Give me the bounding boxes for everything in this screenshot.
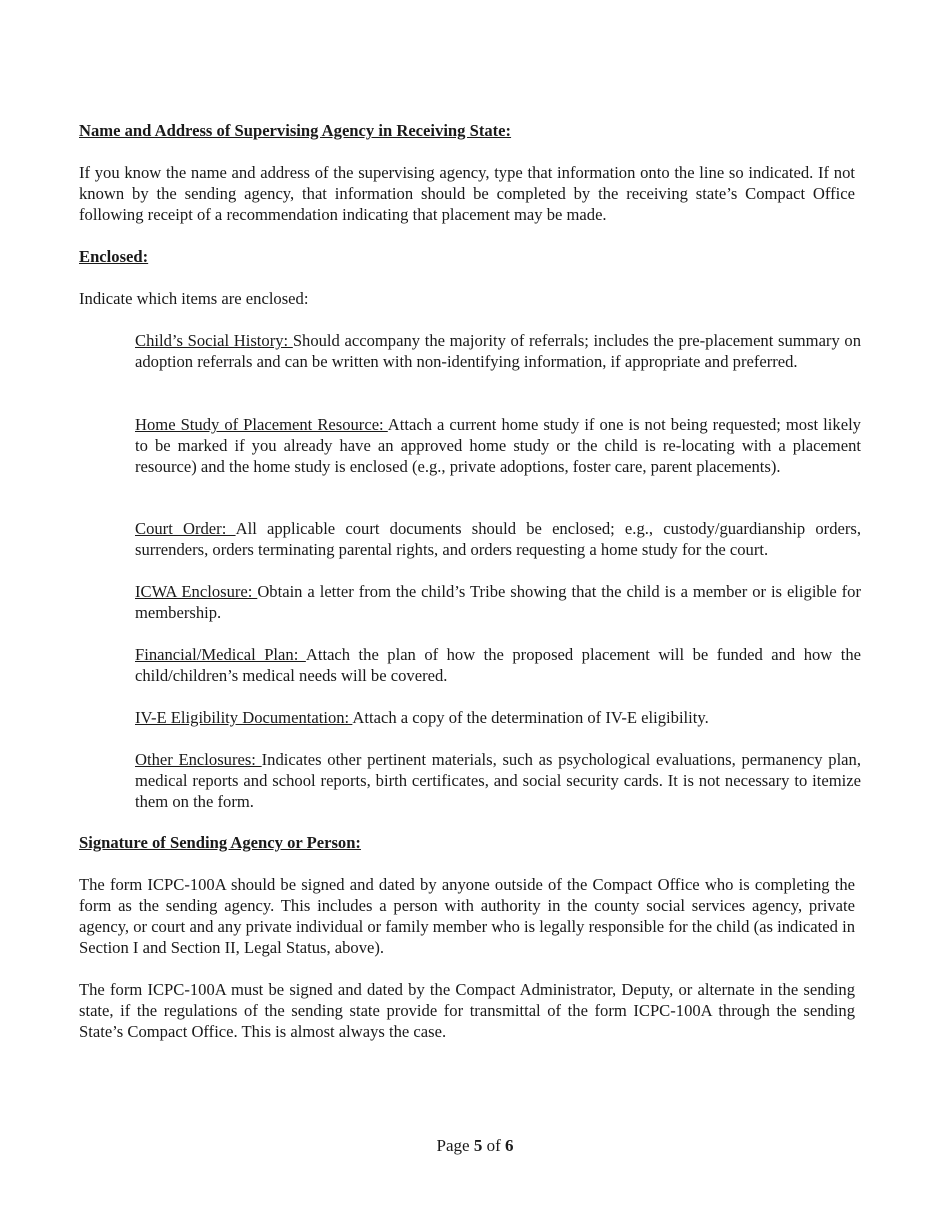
enclosure-item-iv-e [135, 707, 861, 728]
signature-heading: Signature of Sending Agency or Person: [79, 833, 361, 852]
enclosure-item-social-history [135, 330, 861, 372]
enclosed-intro: Indicate which items are enclosed: [79, 289, 309, 308]
page-number-footer [0, 1135, 950, 1156]
page-word: Page [436, 1136, 470, 1155]
enclosure-item-icwa [135, 581, 861, 623]
enclosure-term: Child’s Social History: [135, 331, 293, 350]
enclosure-description: Indicates other pertinent materials, such as psychological evaluations, permanency plan, medical reports and school reports, birth certificates, and social security cards. It is not necessary to itemize them on the form. [135, 750, 861, 811]
current-page-number: 5 [473, 1136, 483, 1155]
enclosure-description: Attach a current home study if one is not being requested; most likely to be marked if you already have an approved home study or the child is re-locating with a placement resource) and the home study is enclosed (e.g., private adoptions, foster care, parent placements). [135, 415, 861, 476]
enclosure-item-financial-medical [135, 644, 861, 686]
enclosure-item-other [135, 749, 861, 812]
total-pages-number: 6 [504, 1136, 514, 1155]
enclosure-description: Attach a copy of the determination of IV-E eligibility. [352, 708, 709, 727]
enclosure-item-home-study [135, 414, 861, 477]
enclosure-term: IV-E Eligibility Documentation: [135, 708, 353, 727]
of-word: of [486, 1136, 501, 1155]
enclosed-heading: Enclosed: [79, 247, 149, 266]
supervising-agency-heading: Name and Address of Supervising Agency in Receiving State: [79, 121, 512, 140]
supervising-agency-paragraph: If you know the name and address of the supervising agency, type that information onto the line so indicated. If not known by the sending agency, that information should be completed by the receiving state’s Compact Office following receipt of a recommendation indicating that placement may be made. [79, 163, 855, 224]
enclosure-description: Should accompany the majority of referrals; includes the pre-placement summary on adoption referrals and can be written with non-identifying information, if appropriate and preferred. [135, 331, 862, 371]
signature-paragraph-2: The form ICPC-100A must be signed and dated by the Compact Administrator, Deputy, or alternate in the sending state, if the regulations of the sending state provide for transmittal of the form ICPC-100A through the sending State’s Compact Office. This is almost always the case. [79, 980, 855, 1041]
enclosure-term: Court Order: [135, 519, 236, 538]
enclosure-term: Other Enclosures: [135, 750, 262, 769]
enclosure-description: Attach the plan of how the proposed placement will be funded and how the child/children’s medical needs will be covered. [135, 645, 862, 685]
signature-paragraph-1: The form ICPC-100A should be signed and dated by anyone outside of the Compact Office who is completing the form as the sending agency. This includes a person with authority in the county social services agency, private agency, or court and any private individual or family member who is legally responsible for the child (as indicated in Section I and Section II, Legal Status, above). [79, 875, 855, 957]
enclosure-term: ICWA Enclosure: [135, 582, 258, 601]
enclosure-term: Home Study of Placement Resource: [135, 415, 388, 434]
enclosure-description: All applicable court documents should be enclosed; e.g., custody/guardianship orders, surrenders, orders terminating parental rights, and orders requesting a home study for the court. [135, 519, 861, 559]
enclosure-description: Obtain a letter from the child’s Tribe showing that the child is a member or is eligible for membership. [135, 582, 861, 622]
enclosure-term: Financial/Medical Plan: [135, 645, 306, 664]
enclosure-item-court-order [135, 518, 861, 560]
